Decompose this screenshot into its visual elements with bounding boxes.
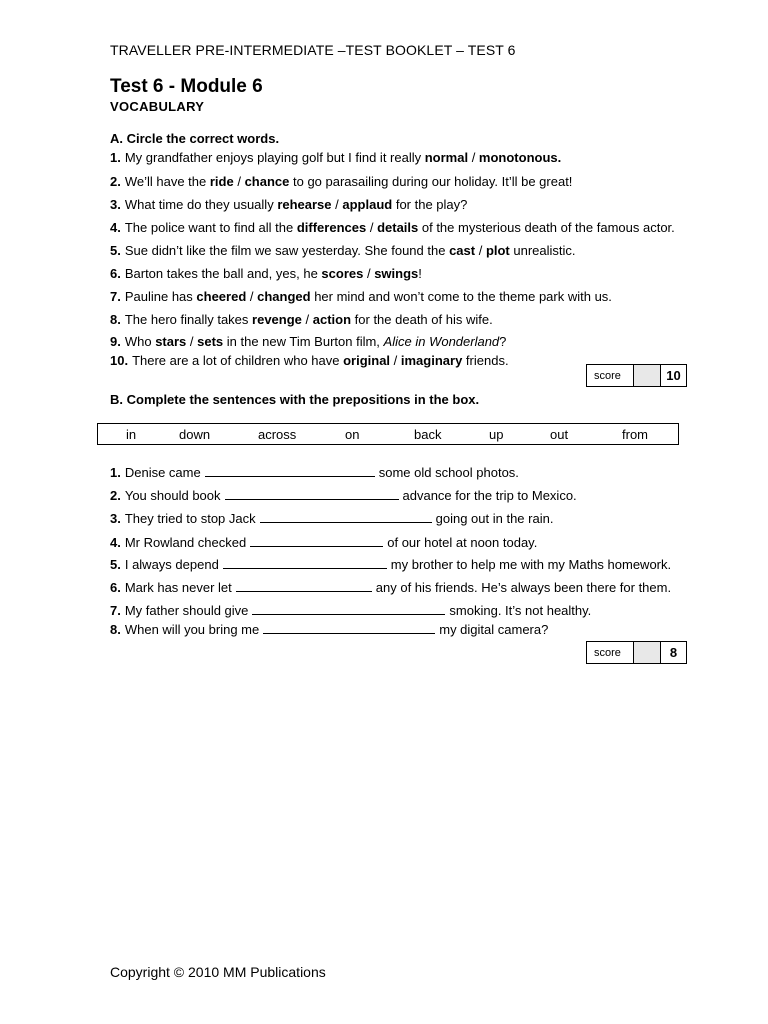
answer-option[interactable]: chance <box>244 174 290 189</box>
question-b-6 <box>110 580 671 596</box>
question-text: unrealistic. <box>509 243 576 258</box>
question-number: 3. <box>110 511 121 526</box>
question-number: 5. <box>110 557 121 572</box>
question-text: Mark has never let <box>124 580 232 595</box>
booklet-header: TRAVELLER PRE-INTERMEDIATE –TEST BOOKLET – TEST 6 <box>110 42 516 58</box>
question-number: 1. <box>110 465 121 480</box>
question-text: Barton takes the ball and, yes, he <box>124 266 322 281</box>
question-a-4 <box>110 220 675 236</box>
question-text: The police want to find all the <box>124 220 297 235</box>
question-text: / <box>363 266 375 281</box>
question-text: some old school photos. <box>378 465 519 480</box>
question-text: They tried to stop Jack <box>124 511 256 526</box>
question-text: of our hotel at noon today. <box>387 535 538 550</box>
answer-option[interactable]: ride <box>209 174 234 189</box>
question-text: in the new Tim Burton film, <box>223 334 384 349</box>
answer-option[interactable]: cast <box>449 243 476 258</box>
question-b-4 <box>110 535 537 551</box>
question-text: going out in the rain. <box>435 511 554 526</box>
answer-option[interactable]: plot <box>485 243 510 258</box>
section-a-heading: A. Circle the correct words. <box>110 131 280 146</box>
question-text: friends. <box>462 353 509 368</box>
question-number: 8. <box>110 312 121 327</box>
question-text: / <box>468 150 479 165</box>
question-text: my digital camera? <box>439 622 549 637</box>
question-b-5 <box>110 557 671 573</box>
preposition-word: from <box>622 427 648 442</box>
question-number: 4. <box>110 535 121 550</box>
question-a-1 <box>110 150 561 166</box>
score-total: 8 <box>669 645 678 660</box>
question-text: Denise came <box>124 465 201 480</box>
answer-option[interactable]: sets <box>197 334 224 349</box>
score-label: score <box>587 642 634 663</box>
question-b-1 <box>110 465 519 481</box>
question-number: 5. <box>110 243 121 258</box>
question-text: Pauline has <box>124 289 197 304</box>
answer-option[interactable]: applaud <box>342 197 393 212</box>
answer-option[interactable]: action <box>312 312 352 327</box>
answer-option[interactable]: revenge <box>252 312 302 327</box>
question-number: 2. <box>110 488 121 503</box>
question-text: There are a lot of children who have <box>132 353 344 368</box>
question-number: 4. <box>110 220 121 235</box>
question-text: smoking. It’s not healthy. <box>449 603 592 618</box>
question-number: 2. <box>110 174 121 189</box>
question-text: The hero finally takes <box>124 312 253 327</box>
answer-blank[interactable] <box>252 603 445 615</box>
copyright-footer: Copyright © 2010 MM Publications <box>110 964 326 980</box>
answer-option[interactable]: normal <box>424 150 469 165</box>
question-number: 9. <box>110 334 121 349</box>
question-number: 3. <box>110 197 121 212</box>
section-b-score-box <box>586 641 687 664</box>
section-b-heading: B. Complete the sentences with the prepositions in the box. <box>110 392 480 407</box>
question-number: 8. <box>110 622 121 637</box>
score-label: score <box>587 365 634 386</box>
question-text: You should book <box>124 488 221 503</box>
question-b-3 <box>110 511 553 527</box>
question-text: ? <box>499 334 507 349</box>
answer-option[interactable]: scores <box>321 266 364 281</box>
answer-option[interactable]: original <box>343 353 391 368</box>
question-b-8 <box>110 622 548 638</box>
question-text: Mr Rowland checked <box>124 535 247 550</box>
answer-blank[interactable] <box>263 622 435 634</box>
question-text: What time do they usually <box>124 197 278 212</box>
question-text: ! <box>418 266 422 281</box>
test-title: Test 6 - Module 6 <box>110 76 263 97</box>
question-a-8 <box>110 312 493 328</box>
answer-option[interactable]: swings <box>374 266 419 281</box>
answer-option[interactable]: changed <box>257 289 311 304</box>
question-text: I always depend <box>124 557 219 572</box>
question-b-7 <box>110 603 591 619</box>
answer-blank[interactable] <box>236 580 372 592</box>
question-text: / <box>186 334 198 349</box>
score-total: 10 <box>666 368 681 383</box>
question-text: for the play? <box>392 197 468 212</box>
question-number: 1. <box>110 150 121 165</box>
question-text: to go parasailing during our holiday. It’ll be great! <box>289 174 573 189</box>
answer-blank[interactable] <box>225 488 399 500</box>
answer-option[interactable]: cheered <box>196 289 247 304</box>
answer-option[interactable]: rehearse <box>277 197 332 212</box>
question-a-3 <box>110 197 467 213</box>
question-text: My grandfather enjoys playing golf but I find it really <box>124 150 425 165</box>
preposition-word: on <box>345 427 360 442</box>
answer-blank[interactable] <box>250 535 383 547</box>
question-a-10 <box>110 353 509 369</box>
question-number: 7. <box>110 289 121 304</box>
question-text: for the death of his wife. <box>351 312 493 327</box>
question-text: advance for the trip to Mexico. <box>402 488 577 503</box>
answer-option[interactable]: monotonous. <box>478 150 562 165</box>
preposition-box <box>97 423 679 445</box>
question-number: 6. <box>110 266 121 281</box>
question-a-5 <box>110 243 576 259</box>
answer-option[interactable]: details <box>377 220 419 235</box>
question-a-6 <box>110 266 422 282</box>
answer-blank[interactable] <box>223 557 387 569</box>
question-text: Sue didn’t like the film we saw yesterday. She found the <box>124 243 450 258</box>
question-text: My father should give <box>124 603 249 618</box>
preposition-word: out <box>550 427 569 442</box>
question-text: of the mysterious death of the famous actor. <box>418 220 675 235</box>
question-text: her mind and won’t come to the theme park with us. <box>310 289 612 304</box>
question-text: any of his friends. He’s always been there for them. <box>375 580 672 595</box>
question-text: We’ll have the <box>124 174 210 189</box>
section-a-score-box <box>586 364 687 387</box>
question-text: Who <box>124 334 156 349</box>
question-text: When will you bring me <box>124 622 260 637</box>
question-a-2 <box>110 174 572 190</box>
question-text: / <box>390 353 401 368</box>
preposition-word: up <box>489 427 504 442</box>
question-text: / <box>331 197 343 212</box>
preposition-word: across <box>258 427 297 442</box>
film-title: Alice in Wonderland <box>383 334 500 349</box>
score-entry-field[interactable] <box>634 642 661 663</box>
question-text: / <box>366 220 378 235</box>
answer-blank[interactable] <box>260 511 432 523</box>
question-a-9 <box>110 334 506 350</box>
question-text: / <box>475 243 486 258</box>
preposition-word: back <box>414 427 442 442</box>
question-number: 6. <box>110 580 121 595</box>
question-number: 10. <box>110 353 129 368</box>
preposition-word: in <box>126 427 137 442</box>
preposition-word: down <box>179 427 211 442</box>
question-text: / <box>246 289 258 304</box>
section-subtitle: VOCABULARY <box>110 99 205 114</box>
answer-option[interactable]: differences <box>296 220 367 235</box>
question-text: / <box>233 174 245 189</box>
answer-option[interactable]: stars <box>155 334 187 349</box>
question-text: my brother to help me with my Maths homework. <box>390 557 672 572</box>
question-a-7 <box>110 289 612 305</box>
question-text: / <box>301 312 313 327</box>
question-number: 7. <box>110 603 121 618</box>
answer-blank[interactable] <box>205 465 375 477</box>
score-entry-field[interactable] <box>634 365 661 386</box>
answer-option[interactable]: imaginary <box>400 353 463 368</box>
question-b-2 <box>110 488 577 504</box>
